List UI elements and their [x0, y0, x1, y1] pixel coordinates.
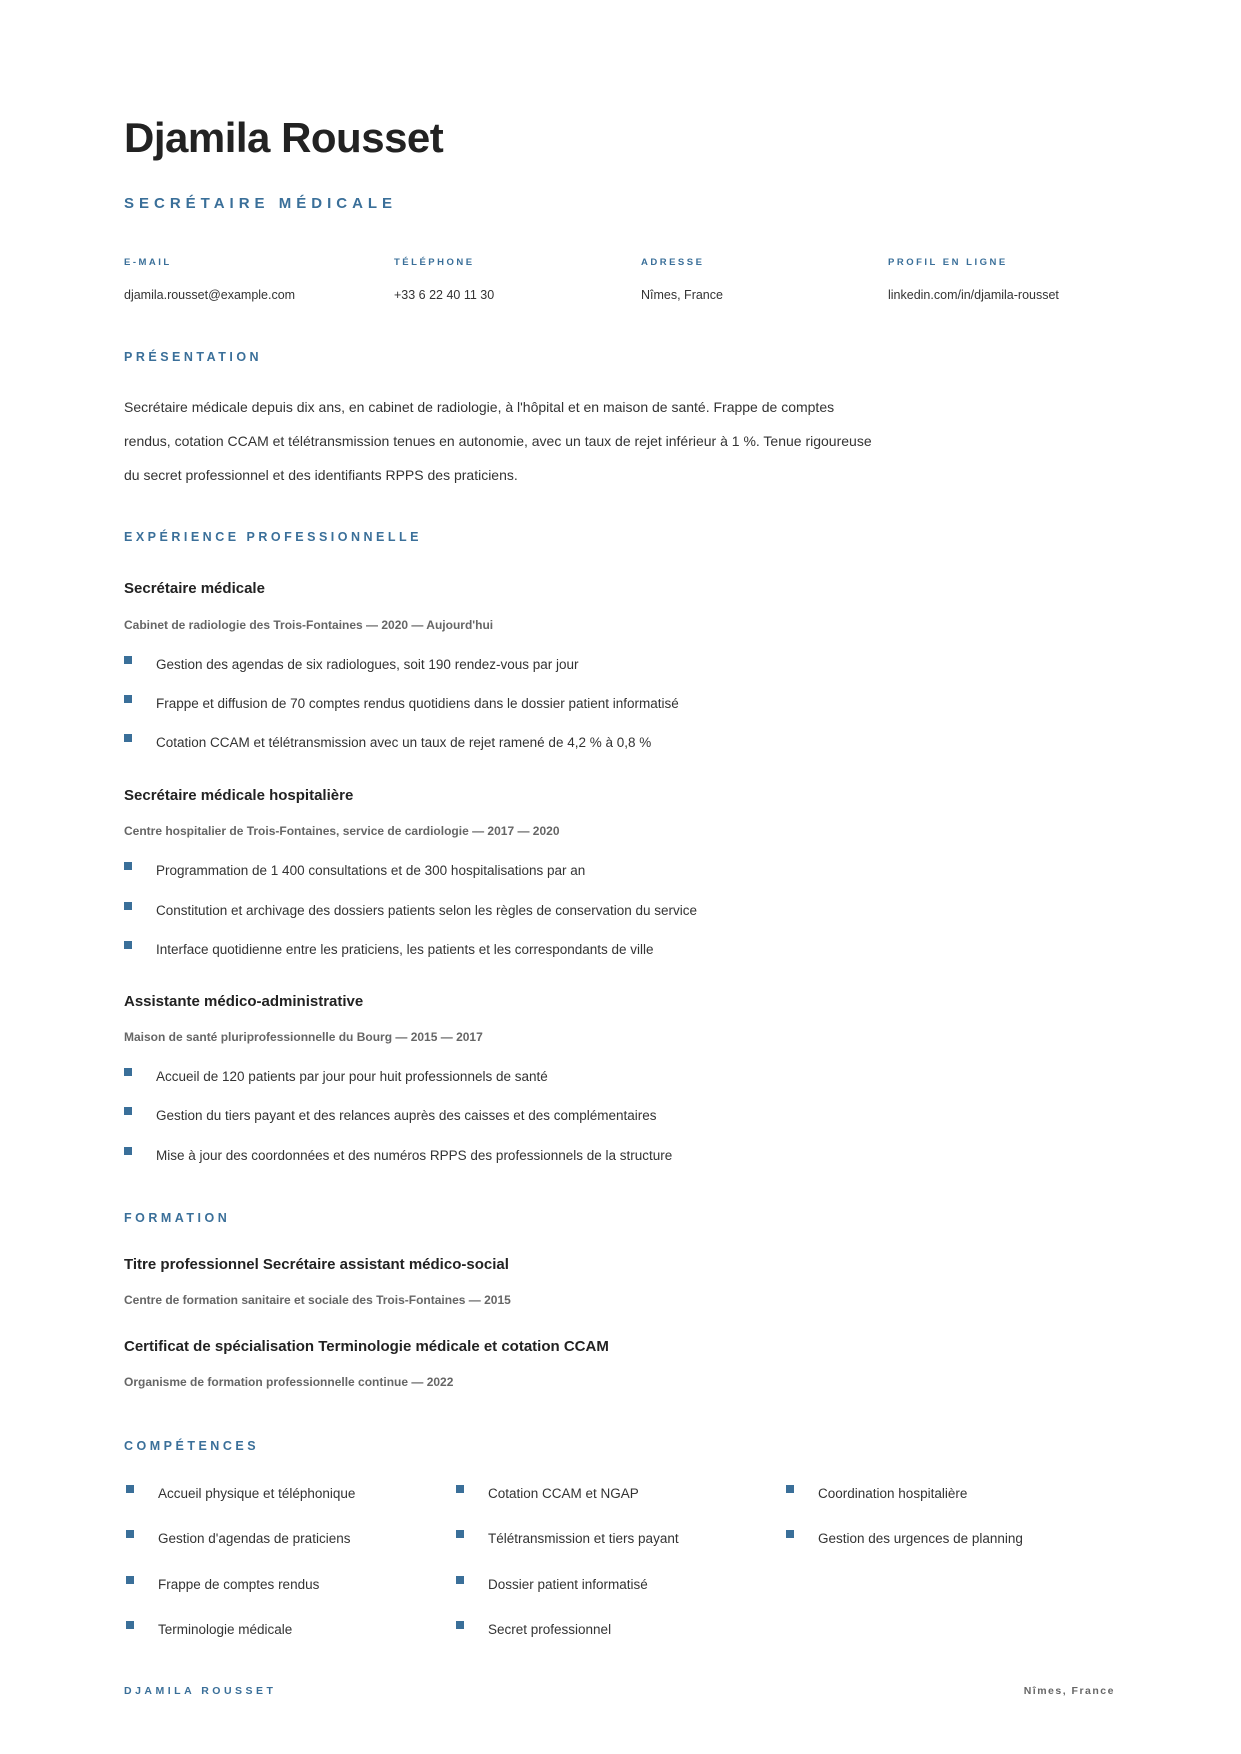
list-item-text: Gestion du tiers payant et des relances auprès des caisses et des complémentaires	[156, 1108, 657, 1123]
section-heading-presentation: PRÉSENTATION	[124, 350, 263, 364]
bullet-square-icon	[126, 1530, 134, 1538]
bullet-square-icon	[456, 1485, 464, 1493]
job-meta: Maison de santé pluriprofessionnelle du Bourg — 2015 — 2017	[124, 1030, 483, 1044]
list-item	[124, 940, 924, 960]
contact-profile	[888, 256, 1059, 304]
candidate-name: Djamila Rousset	[124, 114, 444, 161]
bullet-square-icon	[456, 1530, 464, 1538]
list-item	[124, 733, 924, 753]
skill-item	[126, 1575, 426, 1595]
section-heading-experience: EXPÉRIENCE PROFESSIONNELLE	[124, 530, 422, 544]
skill-item	[786, 1484, 1086, 1504]
bullet-square-icon	[786, 1485, 794, 1493]
contact-phone	[394, 256, 494, 304]
formation-title: Titre professionnel Secrétaire assistant médico-social	[124, 1256, 509, 1273]
list-item-text: Constitution et archivage des dossiers patients selon les règles de conservation du service	[156, 903, 698, 918]
profile-link[interactable]: linkedin.com/in/djamila-rousset	[888, 288, 1059, 302]
list-item	[124, 655, 924, 675]
contact-email	[124, 256, 295, 304]
list-item-text: Gestion des agendas de six radiologues, soit 190 rendez-vous par jour	[156, 657, 579, 672]
skill-item	[126, 1484, 426, 1504]
list-item	[124, 901, 924, 921]
contact-label: TÉLÉPHONE	[394, 257, 475, 268]
job-title-heading: SECRÉTAIRE MÉDICALE	[124, 195, 398, 212]
list-item	[124, 1146, 924, 1166]
bullet-square-icon	[124, 862, 132, 870]
list-item	[124, 694, 924, 714]
bullet-square-icon	[126, 1621, 134, 1629]
job-title: Secrétaire médicale hospitalière	[124, 787, 354, 804]
skill-item	[456, 1529, 756, 1549]
contact-row	[124, 256, 1118, 316]
bullet-square-icon	[124, 656, 132, 664]
formation-meta: Organisme de formation professionnelle continue — 2022	[124, 1375, 454, 1389]
list-item	[124, 1106, 924, 1126]
list-item-text: Cotation CCAM et télétransmission avec un taux de rejet ramené de 4,2 % à 0,8 %	[156, 735, 652, 750]
skill-text: Cotation CCAM et NGAP	[488, 1486, 639, 1501]
bullet-square-icon	[126, 1576, 134, 1584]
list-item-text: Interface quotidienne entre les praticiens, les patients et les correspondants de ville	[156, 942, 654, 957]
job-meta: Cabinet de radiologie des Trois-Fontaines — 2020 — Aujourd'hui	[124, 618, 494, 632]
skill-item	[456, 1484, 756, 1504]
skill-text: Coordination hospitalière	[818, 1486, 968, 1501]
skill-text: Télétransmission et tiers payant	[488, 1531, 679, 1546]
list-item	[124, 1067, 924, 1087]
bullet-square-icon	[124, 902, 132, 910]
footer-name: DJAMILA ROUSSET	[124, 1685, 277, 1697]
section-heading-formation: FORMATION	[124, 1211, 231, 1225]
bullet-square-icon	[786, 1530, 794, 1538]
skill-item	[786, 1529, 1086, 1549]
list-item-text: Frappe et diffusion de 70 comptes rendus quotidiens dans le dossier patient informatisé	[156, 696, 679, 711]
bullet-square-icon	[124, 1147, 132, 1155]
contact-label: ADRESSE	[641, 257, 705, 268]
list-item-text: Programmation de 1 400 consultations et de 300 hospitalisations par an	[156, 863, 586, 878]
bullet-square-icon	[124, 1107, 132, 1115]
list-item	[124, 861, 924, 881]
skill-item	[126, 1529, 426, 1549]
skill-text: Frappe de comptes rendus	[158, 1577, 320, 1592]
contact-address	[641, 256, 723, 304]
footer-location: Nîmes, France	[1023, 1685, 1115, 1697]
bullet-square-icon	[124, 734, 132, 742]
bullet-square-icon	[124, 695, 132, 703]
skill-text: Terminologie médicale	[158, 1622, 293, 1637]
bullet-square-icon	[456, 1576, 464, 1584]
bullet-square-icon	[456, 1621, 464, 1629]
skill-text: Gestion d'agendas de praticiens	[158, 1531, 351, 1546]
bullet-square-icon	[124, 1068, 132, 1076]
skill-item	[456, 1620, 756, 1640]
contact-label: E-MAIL	[124, 257, 172, 268]
address-value: Nîmes, France	[641, 288, 723, 302]
list-item-text: Mise à jour des coordonnées et des numéros RPPS des professionnels de la structure	[156, 1148, 673, 1163]
skill-item	[456, 1575, 756, 1595]
formation-title: Certificat de spécialisation Terminologie médicale et cotation CCAM	[124, 1338, 609, 1355]
phone-value[interactable]: +33 6 22 40 11 30	[394, 288, 495, 302]
section-heading-skills: COMPÉTENCES	[124, 1439, 260, 1453]
contact-label: PROFIL EN LIGNE	[888, 257, 1008, 268]
skill-text: Accueil physique et téléphonique	[158, 1486, 356, 1501]
job-title: Assistante médico-administrative	[124, 993, 364, 1010]
formation-meta: Centre de formation sanitaire et sociale des Trois-Fontaines — 2015	[124, 1293, 511, 1307]
list-item-text: Accueil de 120 patients par jour pour huit professionnels de santé	[156, 1069, 548, 1084]
email-value[interactable]: djamila.rousset@example.com	[124, 288, 296, 302]
skill-text: Gestion des urgences de planning	[818, 1531, 1023, 1546]
skill-item	[126, 1620, 426, 1640]
skill-text: Secret professionnel	[488, 1622, 612, 1637]
skill-text: Dossier patient informatisé	[488, 1577, 648, 1592]
presentation-text: Secrétaire médicale depuis dix ans, en cabinet de radiologie, à l'hôpital et en maison de santé. Frappe de comptes rendus, cotation CCAM et télétransmission tenues en autonomie, avec un taux de rejet inférieur à 1 %. Tenue rigoureuse du secret professionnel et des identifiants RPPS des praticiens.	[124, 399, 872, 483]
bullet-square-icon	[124, 941, 132, 949]
bullet-square-icon	[126, 1485, 134, 1493]
job-title: Secrétaire médicale	[124, 580, 265, 597]
job-meta: Centre hospitalier de Trois-Fontaines, service de cardiologie — 2017 — 2020	[124, 824, 560, 838]
